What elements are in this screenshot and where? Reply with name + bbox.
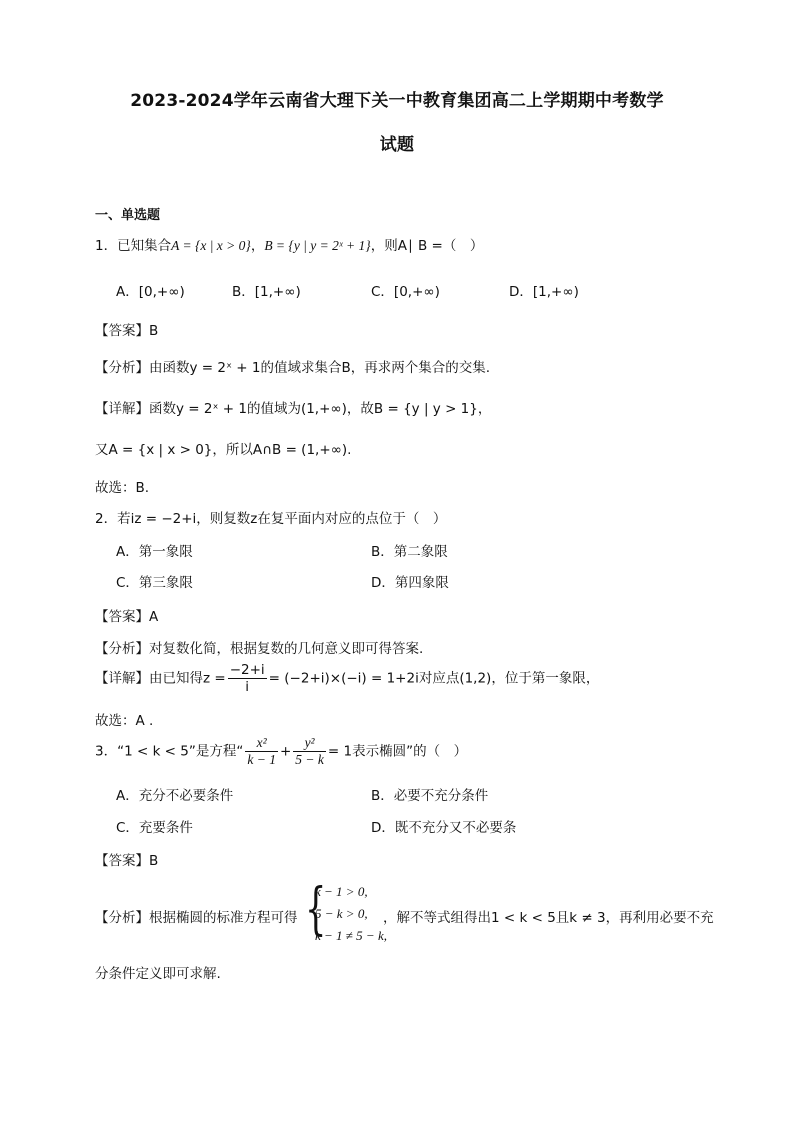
q3-frac2-numerator: y² — [293, 735, 326, 752]
q3-stem-suffix: = 1表示椭圆”的（ ） — [327, 743, 468, 760]
q1-answer — [95, 319, 158, 339]
q2-detail-suffix: = (−2+i)×(−i) = 1+2i对应点(1,2)，位于第一象限， — [268, 670, 600, 687]
q2-analysis-text: 对复数化简，根据复数的几何意义即可得答案. — [149, 641, 424, 657]
q1-choose: 故选：B. — [95, 480, 150, 496]
q1-set-a: A = {x | x > 0} — [171, 238, 251, 253]
q1-analysis-text: 由函数y = 2ˣ + 1的值域求集合B，再求两个集合的交集. — [149, 360, 490, 376]
detail-tag: 【详解】 — [95, 670, 149, 687]
q2-option-d: D．第四象限 — [371, 575, 449, 591]
q3-analysis-suffix: ，解不等式组得出1 < k < 5且k ≠ 3，再利用必要不充 — [383, 910, 714, 926]
q3-analysis-prefix: 根据椭圆的标准方程可得 — [149, 910, 298, 926]
q2-option-b: B．第二象限 — [371, 544, 448, 560]
q2-detail-prefix: 由已知得z = — [149, 670, 226, 687]
q3-analysis-line2: 分条件定义即可求解. — [95, 966, 221, 982]
q1-analysis — [95, 356, 490, 376]
q1-stem-prefix: 1．已知集合 — [95, 238, 172, 254]
q2-choose: 故选：A . — [95, 713, 154, 729]
q1-stem-suffix: ，则A∣ B =（ ） — [370, 238, 484, 254]
q2-answer — [95, 605, 158, 625]
q1-set-b: B = {y | y = 2ˣ + 1} — [264, 238, 371, 253]
left-brace: { — [305, 877, 327, 942]
q3-option-c: C．充要条件 — [116, 820, 193, 836]
answer-tag: 【答案】 — [95, 323, 149, 339]
system-row-1: k − 1 > 0, — [315, 884, 368, 899]
q3-inequality-system — [305, 877, 395, 946]
q2-detail — [95, 662, 599, 695]
doc-title-line2: 试题 — [379, 135, 415, 155]
q1-comma: ， — [250, 238, 265, 254]
q3-fraction-y — [293, 735, 326, 768]
q3-fraction-x — [245, 735, 278, 768]
q3-option-b: B．必要不充分条件 — [371, 788, 489, 804]
q3-answer — [95, 849, 158, 869]
system-row-2: 5 − k > 0, — [315, 906, 368, 921]
q2-frac-denominator: i — [245, 679, 250, 695]
q3-option-a: A．充分不必要条件 — [116, 788, 234, 804]
analysis-tag: 【分析】 — [95, 360, 149, 376]
q2-analysis — [95, 637, 423, 657]
q3-plus: + — [279, 743, 292, 760]
q2-stem: 2．若iz = −2+i，则复数z在复平面内对应的点位于（ ） — [95, 511, 447, 527]
q1-stem — [95, 234, 483, 254]
q3-frac2-denominator: 5 − k — [295, 752, 324, 767]
q1-option-d: D．[1,+∞) — [509, 284, 579, 300]
section-heading: 一、单选题 — [95, 208, 161, 223]
q1-option-c: C．[0,+∞) — [371, 284, 440, 300]
q3-stem — [95, 735, 467, 768]
q2-option-c: C．第三象限 — [116, 575, 193, 591]
q1-detail-line1: 函数y = 2ˣ + 1的值域为(1,+∞)，故B = {y | y > 1}， — [149, 401, 492, 417]
q3-frac1-numerator: x² — [245, 735, 278, 752]
analysis-tag: 【分析】 — [95, 641, 149, 657]
q2-frac-numerator: −2+i — [229, 662, 265, 678]
system-row-3: k − 1 ≠ 5 − k, — [315, 928, 387, 943]
q1-answer-value: B — [149, 323, 159, 339]
q1-option-a: A．[0,+∞) — [116, 284, 185, 300]
q3-stem-prefix: 3．“1 < k < 5”是方程“ — [95, 743, 244, 760]
q2-option-a: A．第一象限 — [116, 544, 193, 560]
doc-title-line1: 2023-2024学年云南省大理下关一中教育集团高二上学期期中考数学 — [130, 91, 664, 111]
q2-fraction — [228, 662, 267, 695]
analysis-tag: 【分析】 — [95, 910, 149, 926]
answer-tag: 【答案】 — [95, 609, 149, 625]
q1-detail — [95, 397, 491, 417]
answer-tag: 【答案】 — [95, 853, 149, 869]
q3-frac1-denominator: k − 1 — [247, 752, 276, 767]
q1-option-b: B．[1,+∞) — [232, 284, 301, 300]
detail-tag: 【详解】 — [95, 401, 149, 417]
q3-option-d: D．既不充分又不必要条 — [371, 820, 517, 836]
q3-analysis — [95, 906, 298, 926]
q3-answer-value: B — [149, 853, 159, 869]
q2-answer-value: A — [149, 609, 159, 625]
q1-detail-line2: 又A = {x | x > 0}，所以A∩B = (1,+∞). — [95, 442, 352, 458]
